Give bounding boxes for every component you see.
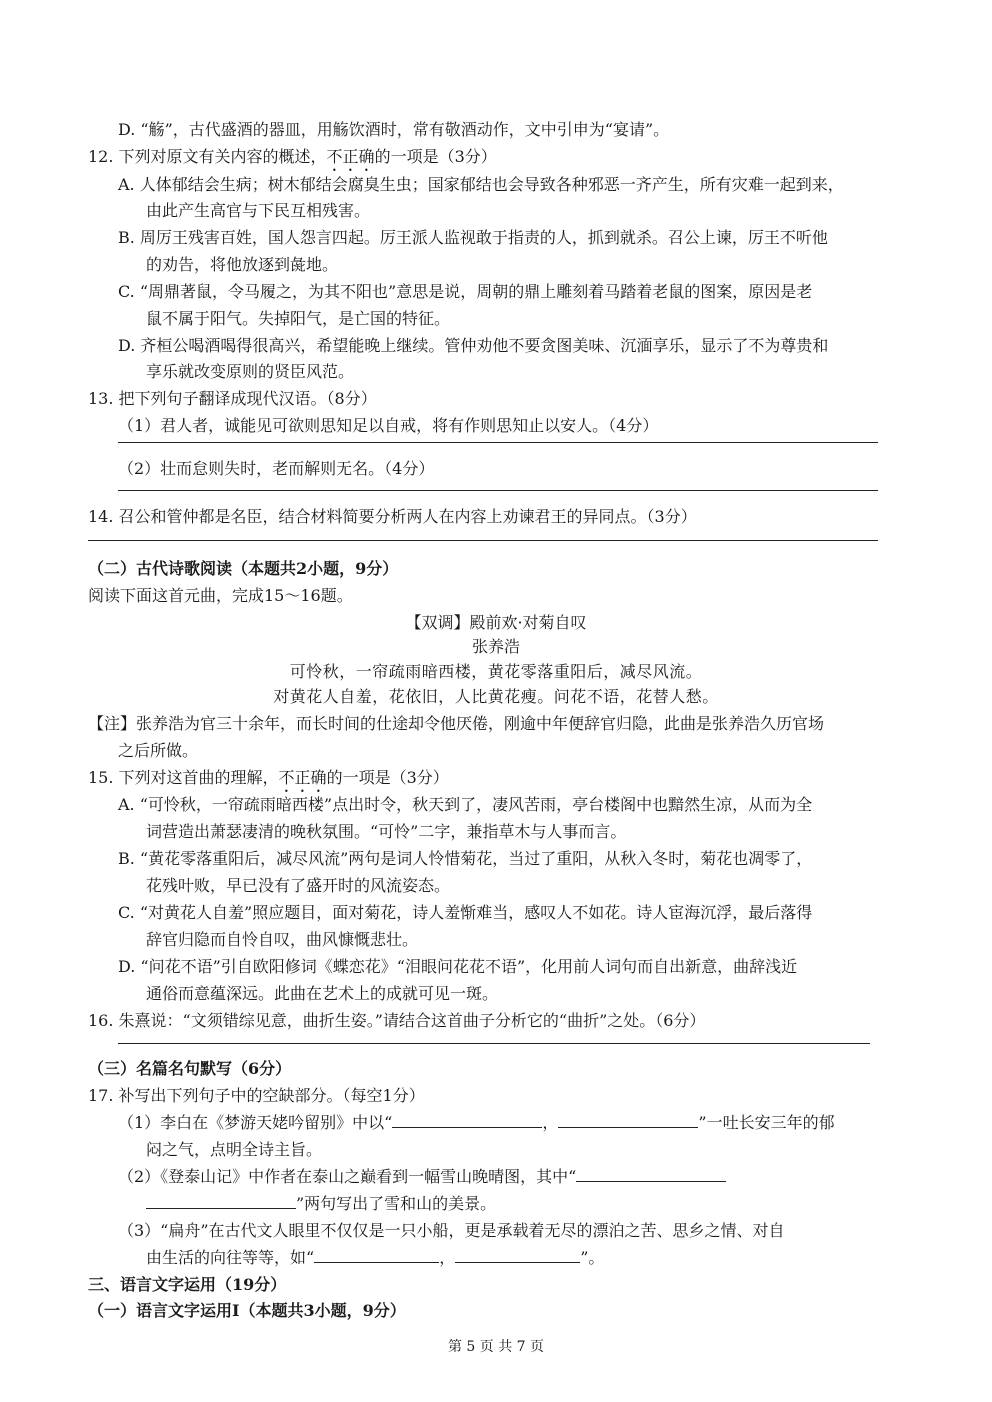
poem-note-line2: 之后所做。 — [118, 741, 199, 760]
fill-blank[interactable] — [558, 1113, 698, 1128]
q12-option-c-line2: 鼠不属于阳气。失掉阳气，是亡国的特征。 — [146, 309, 451, 328]
q13-stem: 13. 把下列句子翻译成现代汉语。（8分） — [88, 389, 377, 408]
fill-blank[interactable] — [314, 1248, 439, 1263]
answer-line — [118, 442, 878, 443]
q13-sentence-1: （1）君人者，诚能见可欲则思知足以自戒，将有作则思知止以安人。（4分） — [118, 416, 659, 435]
q12-option-d-line2: 享乐就改变原则的贤臣风范。 — [146, 362, 355, 381]
fill-blank[interactable] — [392, 1113, 542, 1128]
q12-option-c-line1: C. “周鼎著鼠，令马履之，为其不阳也”意思是说，周朝的鼎上雕刻着马踏着老鼠的图案，原因是老 — [118, 282, 813, 301]
poem-author: 张养浩 — [471, 637, 520, 656]
q15-option-c-line1: C. “对黄花人自羞”照应题目，面对菊花，诗人羞惭难当，感叹人不如花。诗人宦海沉浮，最后落得 — [118, 903, 813, 922]
q15-option-a-line2: 词营造出萧瑟凄清的晚秋氛围。“可怜”二字，兼指草木与人事而言。 — [146, 822, 627, 841]
fill-blank[interactable] — [146, 1194, 296, 1209]
q17-item-1-line1: （1）李白在《梦游天姥吟留别》中以“ ， ”一吐长安三年的郁 — [118, 1113, 835, 1132]
section-recitation-heading: （三）名篇名句默写（6分） — [88, 1059, 292, 1078]
answer-line — [118, 1043, 870, 1044]
answer-line — [88, 540, 878, 541]
q12-option-a-line1: A. 人体郁结会生病；树木郁结会腐臭生虫；国家郁结也会导致各种邪恶一齐产生，所有灾难一起到来， — [118, 175, 844, 194]
fill-blank[interactable] — [455, 1248, 580, 1263]
q15-option-c-line2: 辞官归隐而自怜自叹，曲风慷慨悲壮。 — [146, 930, 419, 949]
page-number: 第 5 页 共 7 页 — [447, 1339, 545, 1355]
q12-option-b-line1: B. 周厉王残害百姓，国人怨言四起。厉王派人监视敢于指责的人，抓到就杀。召公上谏，厉王不听他 — [118, 228, 828, 247]
q12-option-d-line1: D. 齐桓公喝酒喝得很高兴，希望能晚上继续。管仲劝他不要贪图美味、沉湎享乐，显示了不为尊贵和 — [118, 336, 829, 355]
q13-sentence-2: （2）壮而怠则失时，老而解则无名。（4分） — [118, 459, 435, 478]
fill-blank[interactable] — [576, 1167, 726, 1182]
q15-option-a-line1: A. “可怜秋，一帘疏雨暗西楼”点出时令，秋天到了，凄风苦雨，亭台楼阁中也黯然生凉，从而为全 — [118, 795, 813, 814]
answer-line — [118, 490, 878, 491]
q17-item-2-line1: （2）《登泰山记》中作者在泰山之巅看到一幅雪山晚晴图，其中“ — [118, 1166, 726, 1188]
poem-line-2: 对黄花人自羞，花依旧，人比黄花瘦。问花不语，花替人愁。 — [273, 687, 719, 706]
q11-option-d: D. “觞”，古代盛酒的器皿，用觞饮酒时，常有敬酒动作，文中引申为“宴请”。 — [118, 120, 670, 139]
q14-stem: 14. 召公和管仲都是名臣，结合材料简要分析两人在内容上劝谏君王的异同点。（3分） — [88, 507, 697, 526]
q15-option-d-line1: D. “问花不语”引自欧阳修词《蝶恋花》“泪眼问花花不语”，化用前人词句而自出新意，曲辞浅近 — [118, 957, 798, 976]
poem-title: 【双调】殿前欢·对菊自叹 — [405, 613, 587, 632]
q17-item-1-line2: 闷之气，点明全诗主旨。 — [146, 1140, 323, 1159]
part-3-heading: 三、语言文字运用（19分） — [88, 1275, 287, 1294]
section-poetry-intro: 阅读下面这首元曲，完成15～16题。 — [88, 586, 353, 605]
q12-option-a-line2: 由此产生高官与下民互相残害。 — [146, 201, 371, 220]
part-3-subheading: （一）语言文字运用Ⅰ（本题共3小题，9分） — [88, 1301, 406, 1320]
q12-stem: 12. 下列对原文有关内容的概述，不正确的一项是（3分） — [88, 147, 497, 166]
poem-note-line1: 【注】张养浩为官三十余年，而长时间的仕途却令他厌倦，刚逾中年便辞官归隐，此曲是张养浩久历官场 — [88, 714, 825, 733]
poem-line-1: 可怜秋，一帘疏雨暗西楼，黄花零落重阳后，减尽风流。 — [289, 662, 703, 681]
q17-item-3-line2: 由生活的向往等等，如“ ， ”。 — [146, 1248, 605, 1267]
q16-stem: 16. 朱熹说：“文须错综见意，曲折生姿。”请结合这首曲子分析它的“曲折”之处。（6分） — [88, 1011, 706, 1030]
q15-option-d-line2: 通俗而意蕴深远。此曲在艺术上的成就可见一斑。 — [146, 984, 499, 1003]
q15-stem: 15. 下列对这首曲的理解，不正确的一项是（3分） — [88, 768, 449, 787]
q17-item-2-line2: ”两句写出了雪和山的美景。 — [146, 1193, 496, 1215]
q12-option-b-line2: 的劝告，将他放逐到彘地。 — [146, 255, 339, 274]
q17-stem: 17. 补写出下列句子中的空缺部分。（每空1分） — [88, 1086, 425, 1105]
q15-option-b-line1: B. “黄花零落重阳后，减尽风流”两句是词人怜惜菊花，当过了重阳，从秋入冬时，菊花也凋零了， — [118, 849, 813, 868]
section-poetry-heading: （二）古代诗歌阅读（本题共2小题，9分） — [88, 559, 399, 578]
q17-item-3-line1: （3）“扁舟”在古代文人眼里不仅仅是一只小船，更是承载着无尽的漂泊之苦、思乡之情、对自 — [118, 1221, 785, 1240]
q15-option-b-line2: 花残叶败，早已没有了盛开时的风流姿态。 — [146, 876, 451, 895]
